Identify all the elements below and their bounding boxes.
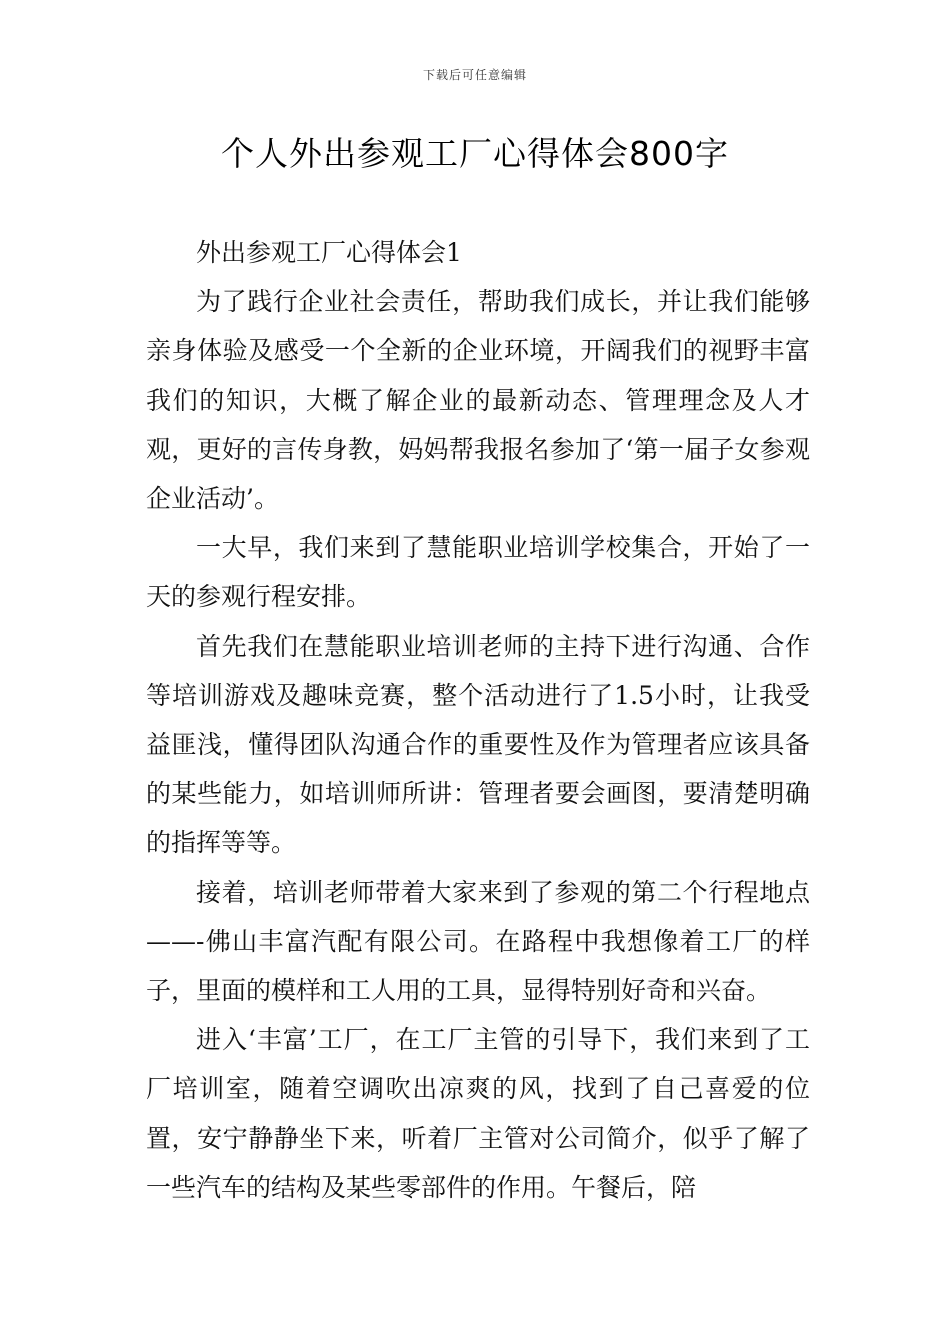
document-body bbox=[146, 228, 810, 1212]
body-paragraph: 接着，培训老师带着大家来到了参观的第二个行程地点——-佛山丰富汽配有限公司。在路程中我想像着工厂的样子，里面的模样和工人用的工具，显得特别好奇和兴奋。 bbox=[146, 877, 810, 1006]
document-title: 个人外出参观工厂心得体会800字 bbox=[221, 134, 729, 173]
page-header-note: 下载后可任意编辑 bbox=[422, 68, 527, 82]
body-paragraph: 首先我们在慧能职业培训老师的主持下进行沟通、合作等培训游戏及趣味竞赛，整个活动进行了1.5小时，让我受益匪浅，懂得团队沟通合作的重要性及作为管理者应该具备的某些能力，如培训师所讲：管理者要会画图，要清楚明确的指挥等等。 bbox=[146, 631, 810, 858]
body-paragraph: 进入‘丰富’工厂，在工厂主管的引导下，我们来到了工厂培训室，随着空调吹出凉爽的风，找到了自己喜爱的位置，安宁静静坐下来，听着厂主管对公司简介，似乎了解了一些汽车的结构及某些零部件的作用。午餐后，陪 bbox=[146, 1025, 810, 1202]
body-paragraph: 一大早，我们来到了慧能职业培训学校集合，开始了一天的参观行程安排。 bbox=[146, 533, 810, 612]
section-heading: 外出参观工厂心得体会1 bbox=[196, 238, 462, 267]
body-paragraph: 为了践行企业社会责任，帮助我们成长，并让我们能够亲身体验及感受一个全新的企业环境，开阔我们的视野丰富我们的知识，大概了解企业的最新动态、管理理念及人才观，更好的言传身教，妈妈帮我报名参加了‘第一届子女参观企业活动’。 bbox=[146, 287, 810, 514]
